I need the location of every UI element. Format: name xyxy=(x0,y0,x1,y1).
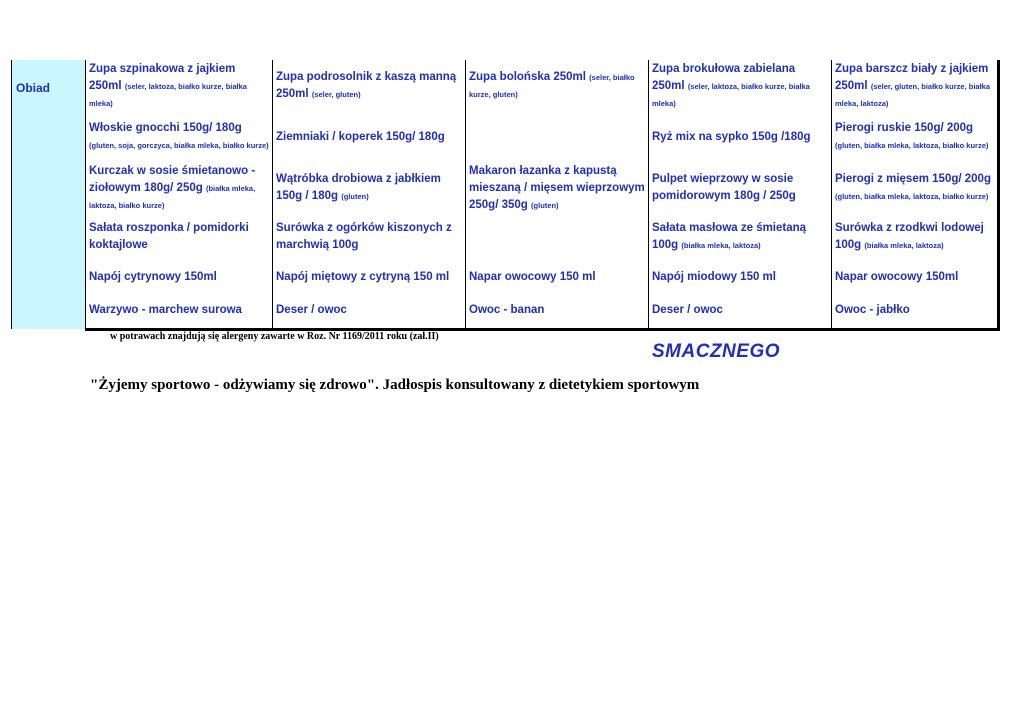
allergen-list: (gluten) xyxy=(341,192,369,201)
menu-cell xyxy=(86,260,273,294)
allergen-list: (gluten, białka mleka, laktoza, białko kurze) xyxy=(835,192,989,201)
menu-row xyxy=(12,214,999,260)
allergen-footnote: w potrawach znajdują się alergeny zawarte w Roz. Nr 1169/2011 roku (zał.II) xyxy=(110,331,439,342)
menu-cell xyxy=(466,60,649,112)
menu-cell xyxy=(273,162,466,214)
allergen-list: (seler, laktoza, białko kurze, białka mleka) xyxy=(652,81,810,108)
menu-row xyxy=(12,112,999,162)
menu-cell xyxy=(466,260,649,294)
dish-name: Zupa barszcz biały z jajkiem 250ml xyxy=(835,62,989,92)
dish-name: Zupa podrosolnik z kaszą manną 250ml xyxy=(276,71,457,100)
dish-name: Napój cytrynowy 150ml xyxy=(89,270,217,283)
allergen-list: (seler, gluten) xyxy=(311,90,361,99)
dish-name: Kurczak w sosie śmietanowo - ziołowym 180g/ 250g xyxy=(89,164,256,194)
menu-cell xyxy=(86,214,273,260)
menu-cell xyxy=(649,60,832,112)
allergen-list: (seler, białko kurze, gluten) xyxy=(469,73,635,99)
menu-cell xyxy=(86,112,273,162)
dish-name: Pierogi ruskie 150g/ 200g xyxy=(835,122,974,134)
menu-cell xyxy=(832,162,999,214)
menu-cell xyxy=(649,214,832,260)
allergen-list: (seler, laktoza, białko kurze, białka mleka) xyxy=(89,81,247,108)
menu-row xyxy=(12,162,999,214)
menu-cell xyxy=(832,112,999,162)
menu-cell xyxy=(273,294,466,329)
dish-name: Napój miętowy z cytryną 150 ml xyxy=(276,270,450,283)
menu-row xyxy=(12,60,999,112)
menu-row xyxy=(12,260,999,294)
menu-cell xyxy=(86,162,273,214)
lunch-menu-table xyxy=(11,60,1000,331)
menu-cell xyxy=(466,112,649,162)
dish-name: Wątróbka drobiowa z jabłkiem 150g / 180g xyxy=(276,173,441,202)
allergen-list: (gluten, białka mleka, laktoza, białko kurze) xyxy=(835,141,989,150)
menu-cell xyxy=(466,294,649,329)
allergen-list: (gluten) xyxy=(531,200,559,210)
allergen-list: (białka mleka, laktoza) xyxy=(864,241,944,250)
dish-name: Ryż mix na sypko 150g /180g xyxy=(652,130,811,143)
slogan: "Żyjemy sportowo - odżywiamy się zdrowo". Jadłospis konsultowany z dietetykiem sportowym xyxy=(90,377,700,393)
menu-cell xyxy=(273,214,466,260)
dish-name: Sałata roszponka / pomidorki koktajlowe xyxy=(89,222,249,251)
dish-name: Zupa bolońska 250ml xyxy=(469,71,586,83)
menu-cell xyxy=(832,294,999,329)
dish-name: Włoskie gnocchi 150g/ 180g xyxy=(89,122,242,134)
dish-name: Makaron łazanka z kapustą mieszaną / mięsem wieprzowym 250g/ 350g xyxy=(469,164,645,211)
dish-name: Napar owocowy 150ml xyxy=(835,270,959,283)
allergen-list: (gluten, soja, gorczyca, białka mleka, białko kurze) xyxy=(89,141,269,150)
menu-cell xyxy=(86,60,273,112)
menu-cell xyxy=(466,162,649,214)
menu-cell xyxy=(273,112,466,162)
menu-cell xyxy=(86,294,273,329)
dish-name: Pulpet wieprzowy w sosie pomidorowym 180g / 250g xyxy=(652,173,796,202)
dish-name: Zupa szpinakowa z jajkiem 250ml xyxy=(89,62,236,92)
dish-name: Owoc - banan xyxy=(469,304,545,317)
dish-name: Napar owocowy 150 ml xyxy=(469,270,596,283)
dish-name: Zupa brokułowa zabielana 250ml xyxy=(652,62,796,92)
dish-name: Pierogi z mięsem 150g/ 200g xyxy=(835,173,991,185)
dish-name: Napój miodowy 150 ml xyxy=(652,270,776,283)
menu-cell xyxy=(832,60,999,112)
allergen-list: (białka mleka, laktoza, białko kurze) xyxy=(89,183,256,210)
menu-cell xyxy=(466,214,649,260)
menu-cell xyxy=(649,260,832,294)
menu-cell xyxy=(649,112,832,162)
menu-cell xyxy=(273,60,466,112)
dish-name: Sałata masłowa ze śmietaną 100g xyxy=(652,222,807,251)
menu-row xyxy=(12,294,999,329)
menu-cell xyxy=(832,260,999,294)
menu-cell xyxy=(273,260,466,294)
dish-name: Owoc - jabłko xyxy=(835,304,910,317)
menu-cell xyxy=(649,162,832,214)
dish-name: Surówka z rzodkwi lodowej 100g xyxy=(835,222,984,251)
meal-label: Obiad xyxy=(12,60,86,329)
closing-text: SMACZNEGO xyxy=(652,341,780,362)
dish-name: Deser / owoc xyxy=(276,304,347,317)
dish-name: Warzywo - marchew surowa xyxy=(89,304,242,317)
dish-name: Ziemniaki / koperek 150g/ 180g xyxy=(276,130,445,143)
dish-name: Surówka z ogórków kiszonych z marchwią 100g xyxy=(276,222,452,251)
allergen-list: (białka mleka, laktoza) xyxy=(681,241,761,250)
dish-name: Deser / owoc xyxy=(652,304,723,317)
allergen-list: (seler, gluten, białko kurze, białka mleka, laktoza) xyxy=(835,81,991,108)
menu-cell xyxy=(832,214,999,260)
menu-cell xyxy=(649,294,832,329)
